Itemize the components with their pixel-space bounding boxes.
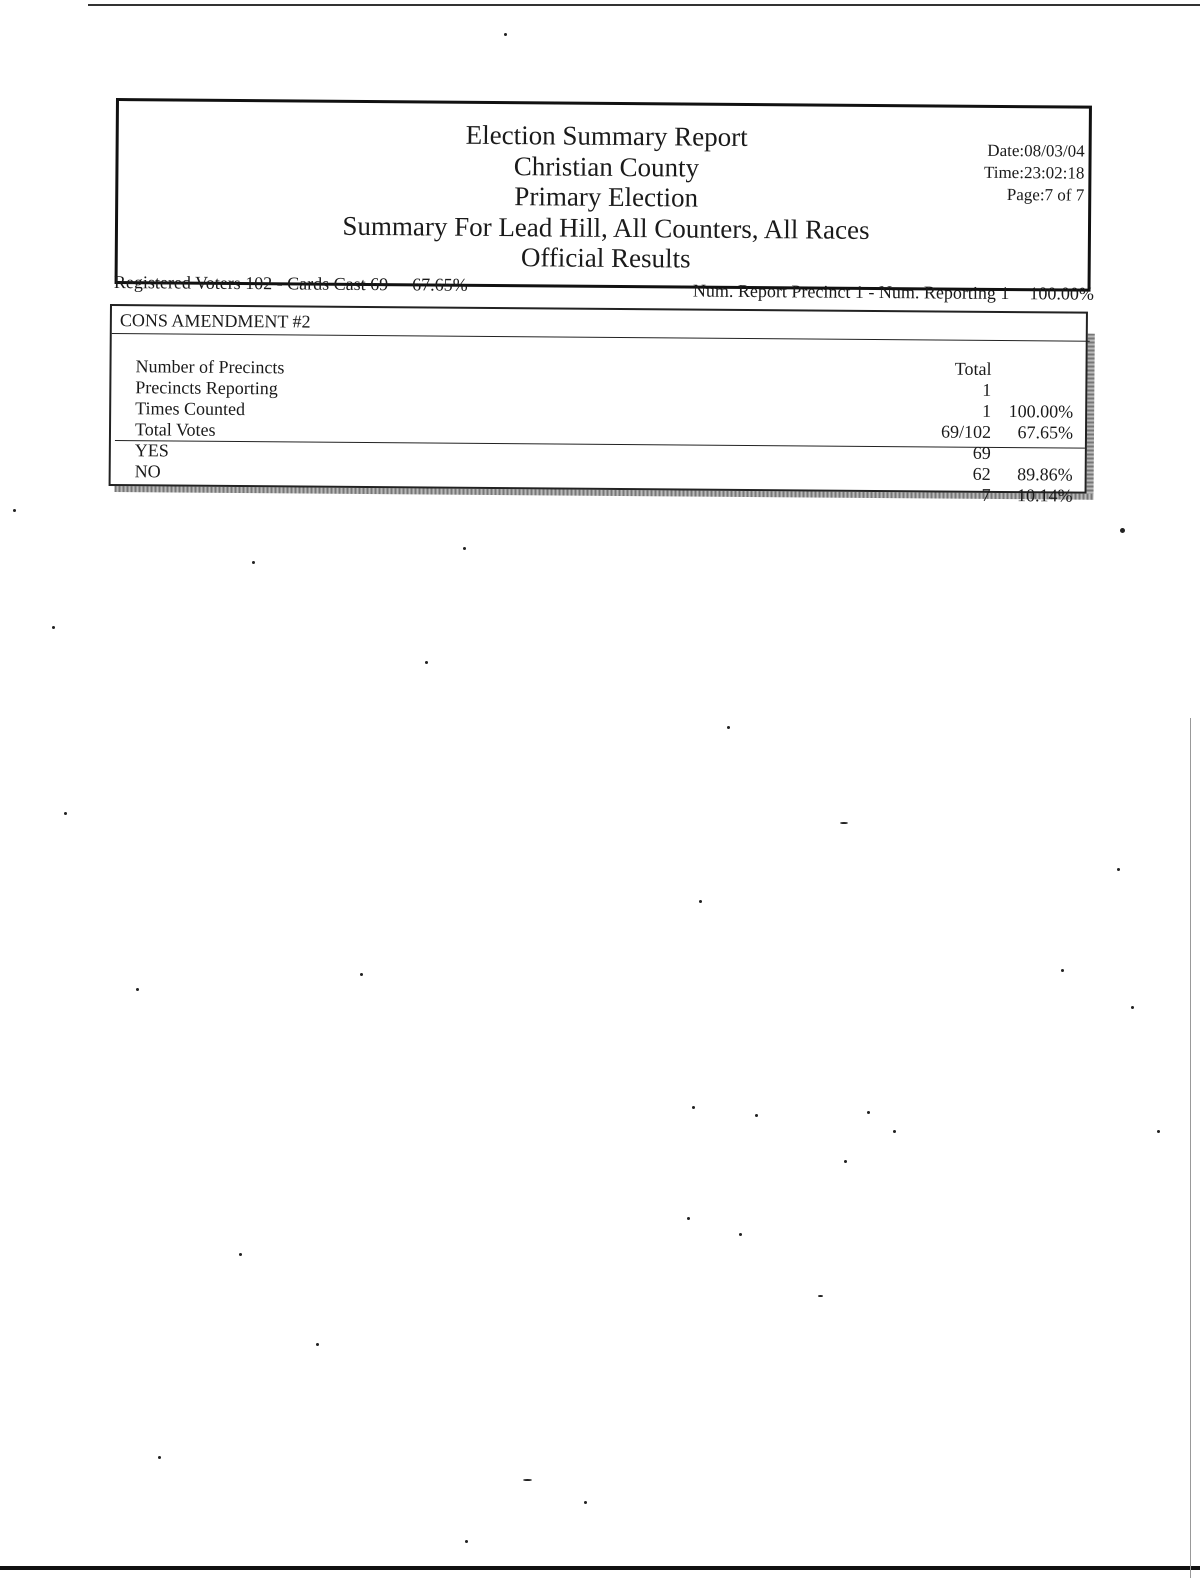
stat-label: Total Votes — [134, 419, 216, 440]
speck — [463, 547, 466, 550]
race-results-box — [109, 304, 1096, 506]
speck — [727, 726, 730, 729]
stat-label: Precincts Reporting — [135, 377, 278, 399]
choices-divider — [115, 440, 1085, 449]
speck — [1157, 1130, 1160, 1133]
results-status: Official Results — [520, 242, 691, 274]
scan-top-rule — [88, 4, 1200, 6]
choice-value: 69 — [972, 442, 991, 463]
choice-percent: 89.86% — [1017, 464, 1073, 485]
precinct-report-text: Num. Report Precinct 1 - Num. Reporting 1 — [692, 280, 1010, 304]
choice-value: 62 — [972, 463, 991, 484]
choice-percent: 10.14% — [1016, 485, 1073, 506]
speck — [840, 822, 848, 824]
report-date: Date:08/03/04 — [987, 140, 1085, 161]
choice-label: YES — [134, 440, 169, 461]
total-column-header: Total — [954, 358, 992, 379]
stat-label: Number of Precincts — [135, 356, 285, 378]
speck — [64, 812, 67, 815]
speck — [1120, 528, 1125, 533]
precinct-summary — [693, 281, 1094, 305]
race-title: CONS AMENDMENT #2 — [119, 310, 311, 332]
speck — [504, 33, 507, 36]
speck — [465, 1540, 468, 1543]
speck — [158, 1456, 161, 1459]
speck — [425, 661, 428, 664]
election-name: Primary Election — [514, 181, 699, 213]
precinct-report-percent: 100.00% — [1029, 283, 1094, 304]
speck — [687, 1217, 690, 1220]
speck — [239, 1253, 242, 1256]
speck — [893, 1130, 896, 1133]
stat-value: 69/102 — [940, 421, 992, 442]
speck — [867, 1111, 870, 1114]
report-time: Time:23:02:18 — [983, 162, 1085, 183]
stat-percent: 100.00% — [1008, 401, 1074, 422]
registered-summary — [114, 272, 468, 296]
speck — [316, 1343, 319, 1346]
report-page: Page:7 of 7 — [1006, 184, 1085, 205]
stat-value: 1 — [982, 379, 992, 400]
county-name: Christian County — [513, 150, 700, 183]
speck — [755, 1114, 758, 1117]
registered-voters-text: Registered Voters 102 - Cards Cast 69 — [113, 272, 389, 295]
speck — [13, 509, 16, 512]
speck — [818, 1295, 823, 1297]
stat-percent: 67.65% — [1017, 422, 1074, 443]
report-meta — [984, 140, 1085, 207]
stat-label: Times Counted — [135, 398, 246, 420]
speck — [523, 1479, 532, 1481]
race-frame — [109, 304, 1088, 506]
choice-label: NO — [134, 461, 161, 482]
speck — [1061, 969, 1064, 972]
speck — [692, 1106, 695, 1109]
summary-scope: Summary For Lead Hill, All Counters, All Races — [342, 210, 870, 245]
speck — [699, 900, 702, 903]
speck — [844, 1160, 847, 1163]
speck — [1117, 868, 1120, 871]
speck — [584, 1501, 587, 1504]
speck — [52, 626, 55, 629]
box-shadow-right — [1086, 334, 1094, 500]
race-title-divider — [112, 333, 1090, 342]
scan-bottom-rule — [0, 1566, 1200, 1570]
speck — [252, 561, 255, 564]
stat-value: 1 — [982, 400, 992, 421]
report-title-block — [118, 117, 1095, 277]
speck — [136, 988, 139, 991]
speck — [360, 973, 363, 976]
speck — [739, 1233, 742, 1236]
speck — [1131, 1006, 1134, 1009]
report-title: Election Summary Report — [465, 119, 748, 152]
turnout-percent: 67.65% — [412, 274, 468, 295]
scan-page-edge — [1190, 718, 1200, 1578]
choice-value: 7 — [981, 484, 991, 505]
